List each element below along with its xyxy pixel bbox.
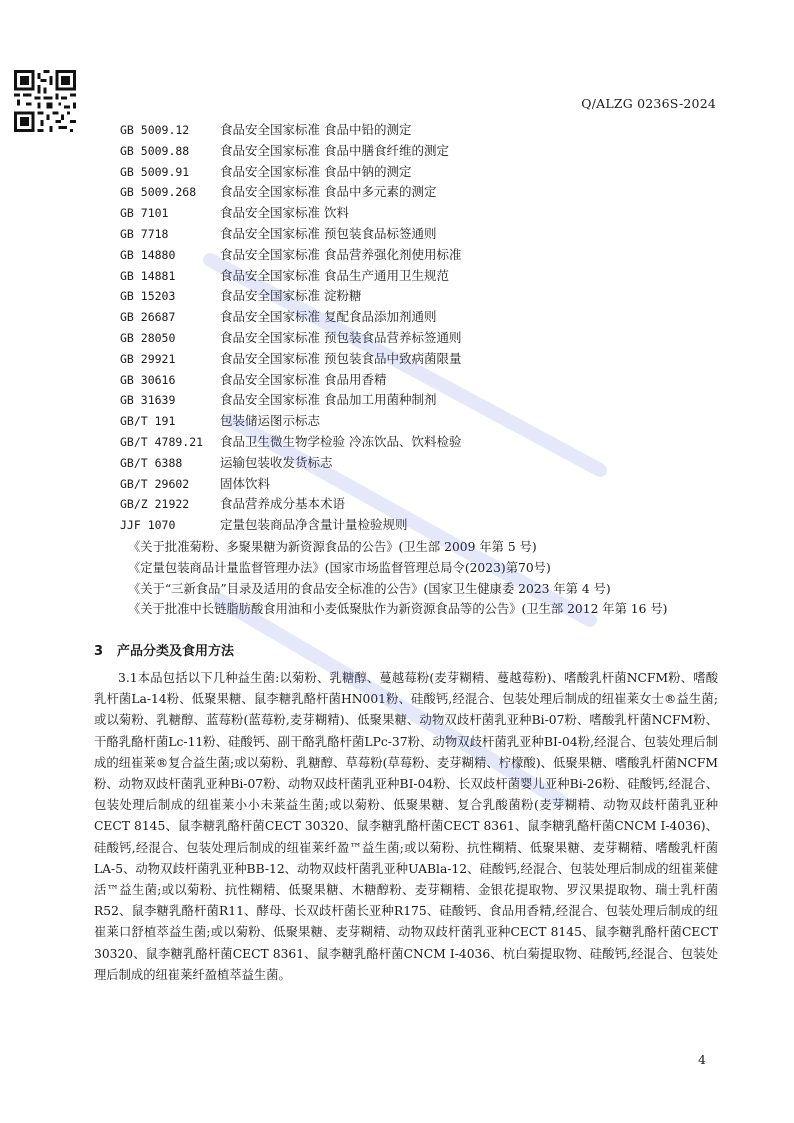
reference-title: 食品安全国家标准 预包装食品中致病菌限量 [220,350,462,366]
reference-row [120,141,720,162]
reference-row [120,162,720,183]
reference-title: 食品安全国家标准 预包装食品标签通则 [220,225,437,241]
regulatory-notices [122,537,762,620]
section-paragraph: 3.1本品包括以下几种益生菌:以菊粉、乳糖醇、蔓越莓粉(麦芽糊精、蔓越莓粉)、嗜酸乳杆菌NCFM粉、嗜酸乳杆菌La-14粉、低聚果糖、鼠李糖乳酪杆菌HN001粉、硅酸钙,经混合、包装处理后制成的纽崔莱女士®益生菌;或以菊粉、乳糖醇、蓝莓粉(蓝莓粉,麦芽糊精)、低聚果糖、动物双歧杆菌乳亚种Bi-07粉、嗜酸乳杆菌NCFM粉、干酪乳酪杆菌Lc-11粉、硅酸钙、副干酪乳酪杆菌LPc-37粉、动物双歧杆菌乳亚种BI-04粉,经混合、包装处理后制成的纽崔莱®复合益生菌;或以菊粉、乳糖醇、草莓粉(草莓粉、麦芽糊精、柠檬酸)、低聚果糖、嗜酸乳杆菌NCFM粉、动物双歧杆菌乳亚种Bi-07粉、动物双歧杆菌乳亚种BI-04粉、长双歧杆菌婴儿亚种Bi-26粉、硅酸钙,经混合、包装处理后制成的纽崔莱小小未莱益生菌;或以菊粉、低聚果糖、复合乳酸菌粉(麦芽糊精、动物双歧杆菌乳亚种CECT 8145、鼠李糖乳酪杆菌CECT 30320、鼠李糖乳酪杆菌CECT 8361、鼠李糖乳酪杆菌CNCM I-4036)、硅酸钙,经混合、包装处理后制成的纽崔莱纤盈™益生菌;或以菊粉、抗性糊精、低聚果糖、麦芽糊精、嗜酸乳杆菌LA-5、动物双歧杆菌乳亚种BB-12、动物双歧杆菌乳亚种UABla-12、硅酸钙,经混合、包装处理后制成的纽崔莱健活™益生菌;或以菊粉、抗性糊精、低聚果糖、木糖醇粉、麦芽糊精、金银花提取物、罗汉果提取物、瑞士乳杆菌R52、鼠李糖乳酪杆菌R11、酵母、长双歧杆菌长亚种R175、硅酸钙、食品用香精,经混合、包装处理后制成的纽崔莱口舒植萃益生菌;或以菊粉、低聚果糖、麦芽糊精、动物双歧杆菌乳亚种CECT 8145、鼠李糖乳酪杆菌CECT 30320、鼠李糖乳酪杆菌CECT 8361、鼠李糖乳酪杆菌CNCM I-4036、杭白菊提取物、硅酸钙,经混合、包装处理后制成的纽崔莱纤盈植萃益生菌。 [94,671,718,982]
reference-title: 食品安全国家标准 食品加工用菌种制剂 [220,392,437,408]
reference-row [120,203,720,224]
reference-code: GB 28050 [120,330,176,345]
reference-title: 定量包装商品净含量计量检验规则 [220,517,408,533]
reference-title: 食品安全国家标准 食品中钠的测定 [220,163,412,179]
reference-code: GB 7718 [120,226,169,241]
reference-row [120,328,720,349]
reference-code: GB/Z 21922 [120,497,190,512]
reference-title: 食品安全国家标准 复配食品添加剂通则 [220,309,437,325]
notice-item: 《关于批准菊粉、多聚果糖为新资源食品的公告》(卫生部 2009 年第 5 号) [128,540,537,554]
reference-code: GB 5009.88 [120,143,190,158]
notice-item: 《定量包装商品计量监督管理办法》(国家市场监督管理总局令(2023)第70号) [128,560,551,575]
reference-row [120,370,720,391]
reference-row [120,494,720,515]
reference-title: 食品安全国家标准 食品中铅的测定 [220,122,412,137]
reference-row [120,453,720,474]
reference-row [120,411,720,432]
reference-code: GB 5009.12 [120,123,190,137]
reference-row [120,266,720,287]
reference-title: 食品安全国家标准 食品营养强化剂使用标准 [220,246,462,262]
reference-title: 食品安全国家标准 食品用香精 [220,371,387,387]
reference-title: 运输包装收发货标志 [220,454,333,470]
reference-title: 食品安全国家标准 淀粉糖 [220,288,362,304]
document-code: Q/ALZG 0236S-2024 [581,96,716,111]
reference-row [120,120,720,141]
qr-code-icon [14,70,76,132]
section-title: 产品分类及食用方法 [117,644,235,659]
reference-row [120,390,720,411]
notice-item: 《关于“三新食品”目录及适用的食品安全标准的公告》(国家卫生健康委 2023 年第 4 号) [128,581,611,596]
reference-title: 食品安全国家标准 食品生产通用卫生规范 [220,267,449,283]
reference-code: GB/T 6388 [120,455,183,470]
reference-row [120,286,720,307]
reference-row [120,432,720,453]
reference-code: GB 30616 [120,372,176,387]
reference-code: GB/T 29602 [120,476,190,491]
section-number: 3 [94,644,104,659]
reference-code: GB 5009.268 [120,185,197,200]
reference-title: 食品安全国家标准 食品中多元素的测定 [220,184,437,200]
normative-references [120,120,720,536]
page-number: 4 [698,1052,706,1067]
reference-code: GB/T 191 [120,414,176,429]
notice-item: 《关于批准中长链脂肪酸食用油和小麦低聚肽作为新资源食品等的公告》(卫生部 2012 年第 16 号) [128,602,668,617]
reference-code: GB/T 4789.21 [120,434,204,449]
reference-code: GB 5009.91 [120,164,190,179]
reference-title: 食品卫生微生物学检验 冷冻饮品、饮料检验 [220,433,462,449]
reference-title: 固体饮料 [220,475,271,491]
reference-row [120,349,720,370]
reference-code: JJF 1070 [120,518,176,533]
reference-row [120,307,720,328]
reference-title: 食品安全国家标准 饮料 [220,205,349,221]
reference-title: 食品营养成分基本术语 [220,496,346,512]
reference-code: GB 29921 [120,351,176,366]
reference-title: 食品安全国家标准 预包装食品营养标签通则 [220,329,462,345]
reference-title: 食品安全国家标准 食品中膳食纤维的测定 [220,142,449,158]
reference-code: GB 31639 [120,393,176,408]
reference-code: GB 14881 [120,268,176,283]
section-heading [94,640,234,659]
reference-row [120,224,720,245]
reference-code: GB 15203 [120,289,176,304]
reference-code: GB 26687 [120,310,176,325]
reference-row [120,245,720,266]
reference-row [120,182,720,203]
reference-code: GB 14880 [120,247,176,262]
reference-row [120,474,720,495]
reference-title: 包装储运图示标志 [220,413,321,429]
reference-code: GB 7101 [120,206,169,221]
reference-row [120,515,720,536]
